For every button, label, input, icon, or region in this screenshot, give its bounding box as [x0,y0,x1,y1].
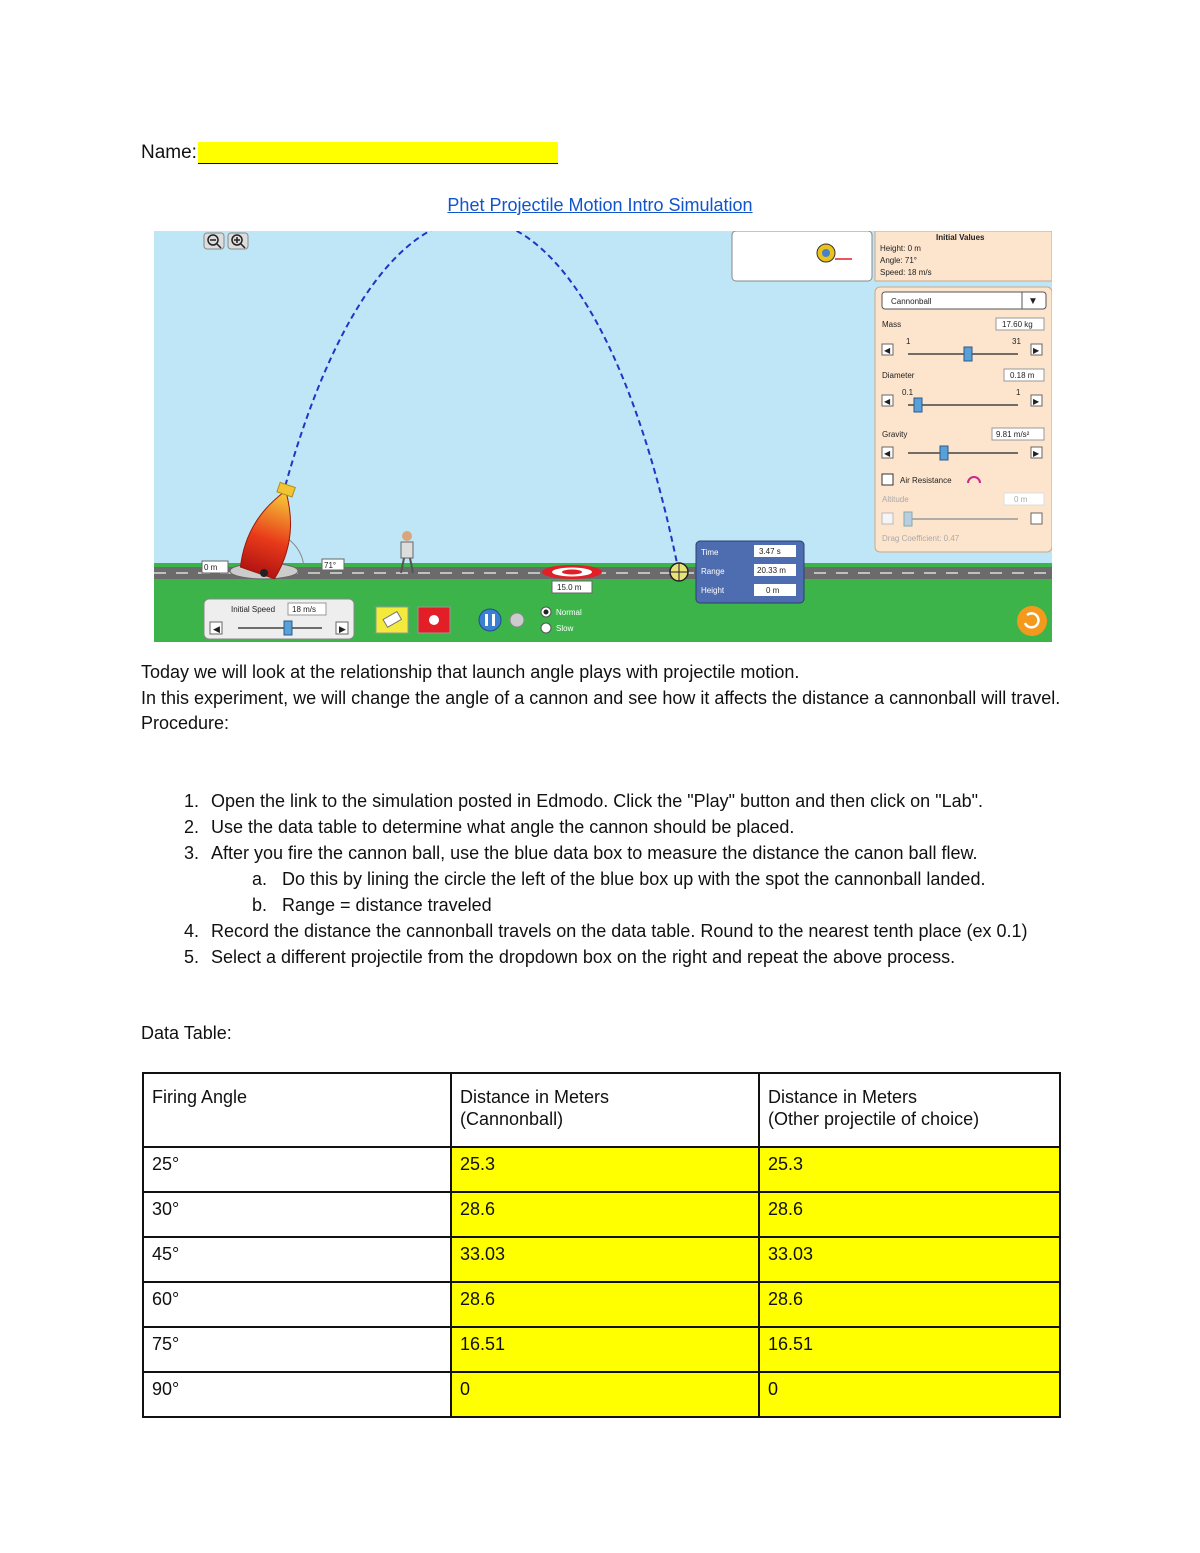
reset-button [1017,606,1047,636]
table-row [143,1192,1060,1237]
zoom-out-icon [204,233,224,249]
initial-values-panel [875,231,1052,281]
angle-cell: 60° [143,1282,451,1327]
measure-time-value: 3.47 s [759,547,781,556]
intro-line-2: In this experiment, we will change the angle of a cannon and see how it affects the distance a cannonball will travel. [141,687,1061,708]
target-icon [542,565,602,579]
svg-text:◀: ◀ [884,346,891,355]
svg-text:▶: ▶ [1033,346,1040,355]
other-cell[interactable]: 28.6 [759,1192,1060,1237]
name-row [141,142,558,164]
diameter-value: 0.18 m [1010,371,1035,380]
projectile-select-label: Cannonball [891,297,932,306]
cannonball-cell[interactable]: 28.6 [451,1192,759,1237]
table-row [143,1327,1060,1372]
chevron-down-icon: ▼ [1028,296,1038,307]
angle-cell: 45° [143,1237,451,1282]
sub-list [211,866,1071,918]
list-item: b. Range = distance traveled [251,895,492,915]
cannonball-cell[interactable]: 33.03 [451,1237,759,1282]
cannonball-cell[interactable]: 16.51 [451,1327,759,1372]
cannonball-cell[interactable]: 25.3 [451,1147,759,1192]
data-table [142,1072,1061,1418]
air-resistance-label: Air Resistance [900,476,952,485]
simulation-screenshot [154,231,1052,642]
other-cell[interactable]: 0 [759,1372,1060,1417]
projectile-panel [875,287,1052,552]
measure-height-value: 0 m [766,586,780,595]
cannon-angle-label: 71° [324,561,337,570]
svg-text:◀: ◀ [884,397,891,406]
other-cell[interactable]: 28.6 [759,1282,1060,1327]
intro-text [141,660,1061,737]
table-row [143,1372,1060,1417]
measure-range-label: Range [701,567,725,576]
data-table-label: Data Table: [141,1023,232,1043]
measure-time-label: Time [701,548,719,557]
list-item: 1. Open the link to the simulation posted in Edmodo. Click the "Play" button and then click on "Lab". [183,791,984,811]
cannon-height-label: 0 m [204,563,218,572]
cannonball-cell[interactable]: 0 [451,1372,759,1417]
altitude-label: Altitude [882,495,909,504]
initial-speed: Speed: 18 m/s [880,268,932,277]
initial-values-title: Initial Values [936,233,985,242]
name-field[interactable] [198,142,558,164]
diameter-min: 0.1 [902,388,914,397]
initial-angle: Angle: 71° [880,256,918,265]
diameter-max: 1 [1016,388,1021,397]
intro-line-1: Today we will look at the relationship that launch angle plays with projectile motion. [141,662,800,682]
header-firing-angle: Firing Angle [143,1073,451,1147]
simulation-link[interactable]: Phet Projectile Motion Intro Simulation [447,195,753,215]
cannonball-cell[interactable]: 28.6 [451,1282,759,1327]
svg-text:◀: ◀ [213,624,220,634]
target-distance: 15.0 m [557,583,582,592]
svg-text:▶: ▶ [1033,449,1040,458]
procedure-list [141,788,1071,970]
svg-text:◀: ◀ [884,449,891,458]
angle-cell: 75° [143,1327,451,1372]
table-row [143,1282,1060,1327]
step-button [510,613,524,627]
list-item: 3. After you fire the cannon ball, use the blue data box to measure the distance the canon ball flew. a. Do this by lining the circle the left of the blue box up with the spot the cannonball landed. b. Range = distance traveled [141,840,1071,918]
initial-speed-value: 18 m/s [292,605,317,614]
name-label: Name: [141,142,197,163]
table-row [143,1147,1060,1192]
gravity-value: 9.81 m/s² [996,430,1030,439]
initial-height: Height: 0 m [880,244,921,253]
procedure-label: Procedure: [141,713,230,733]
svg-text:▶: ▶ [1033,397,1040,406]
measure-height-label: Height [701,586,725,595]
measure-box [696,541,804,603]
header-other: Distance in Meters (Other projectile of choice) [759,1073,1060,1147]
mass-label: Mass [882,320,902,329]
table-header-row [143,1073,1060,1147]
list-item: 5. Select a different projectile from the dropdown box on the right and repeat the above process. [183,947,956,967]
altitude-value: 0 m [1014,495,1028,504]
gravity-label: Gravity [882,430,908,439]
mass-min: 1 [906,337,911,346]
mass-max: 31 [1012,337,1021,346]
angle-cell: 30° [143,1192,451,1237]
diameter-label: Diameter [882,371,915,380]
pause-button [479,609,501,631]
mode-slow: Slow [556,624,574,633]
initial-speed-label: Initial Speed [231,605,276,614]
list-item: 4. Record the distance the cannonball travels on the data table. Round to the nearest tenth place (ex 0.1) [183,921,1028,941]
crosshair-icon [670,563,688,581]
list-item: 2. Use the data table to determine what angle the cannon should be placed. [183,817,795,837]
measure-range-value: 20.33 m [757,566,786,575]
other-cell[interactable]: 25.3 [759,1147,1060,1192]
svg-text:▶: ▶ [339,624,346,634]
table-row [143,1237,1060,1282]
drag-coefficient: Drag Coefficient: 0.47 [882,534,960,543]
mass-value: 17.60 kg [1002,320,1033,329]
other-cell[interactable]: 16.51 [759,1327,1060,1372]
angle-cell: 25° [143,1147,451,1192]
mode-normal: Normal [556,608,582,617]
initial-speed-panel [204,599,354,639]
other-cell[interactable]: 33.03 [759,1237,1060,1282]
header-cannonball: Distance in Meters (Cannonball) [451,1073,759,1147]
list-item: a. Do this by lining the circle the left of the blue box up with the spot the cannonball landed. [251,869,986,889]
zoom-in-icon [228,233,248,249]
angle-cell: 90° [143,1372,451,1417]
